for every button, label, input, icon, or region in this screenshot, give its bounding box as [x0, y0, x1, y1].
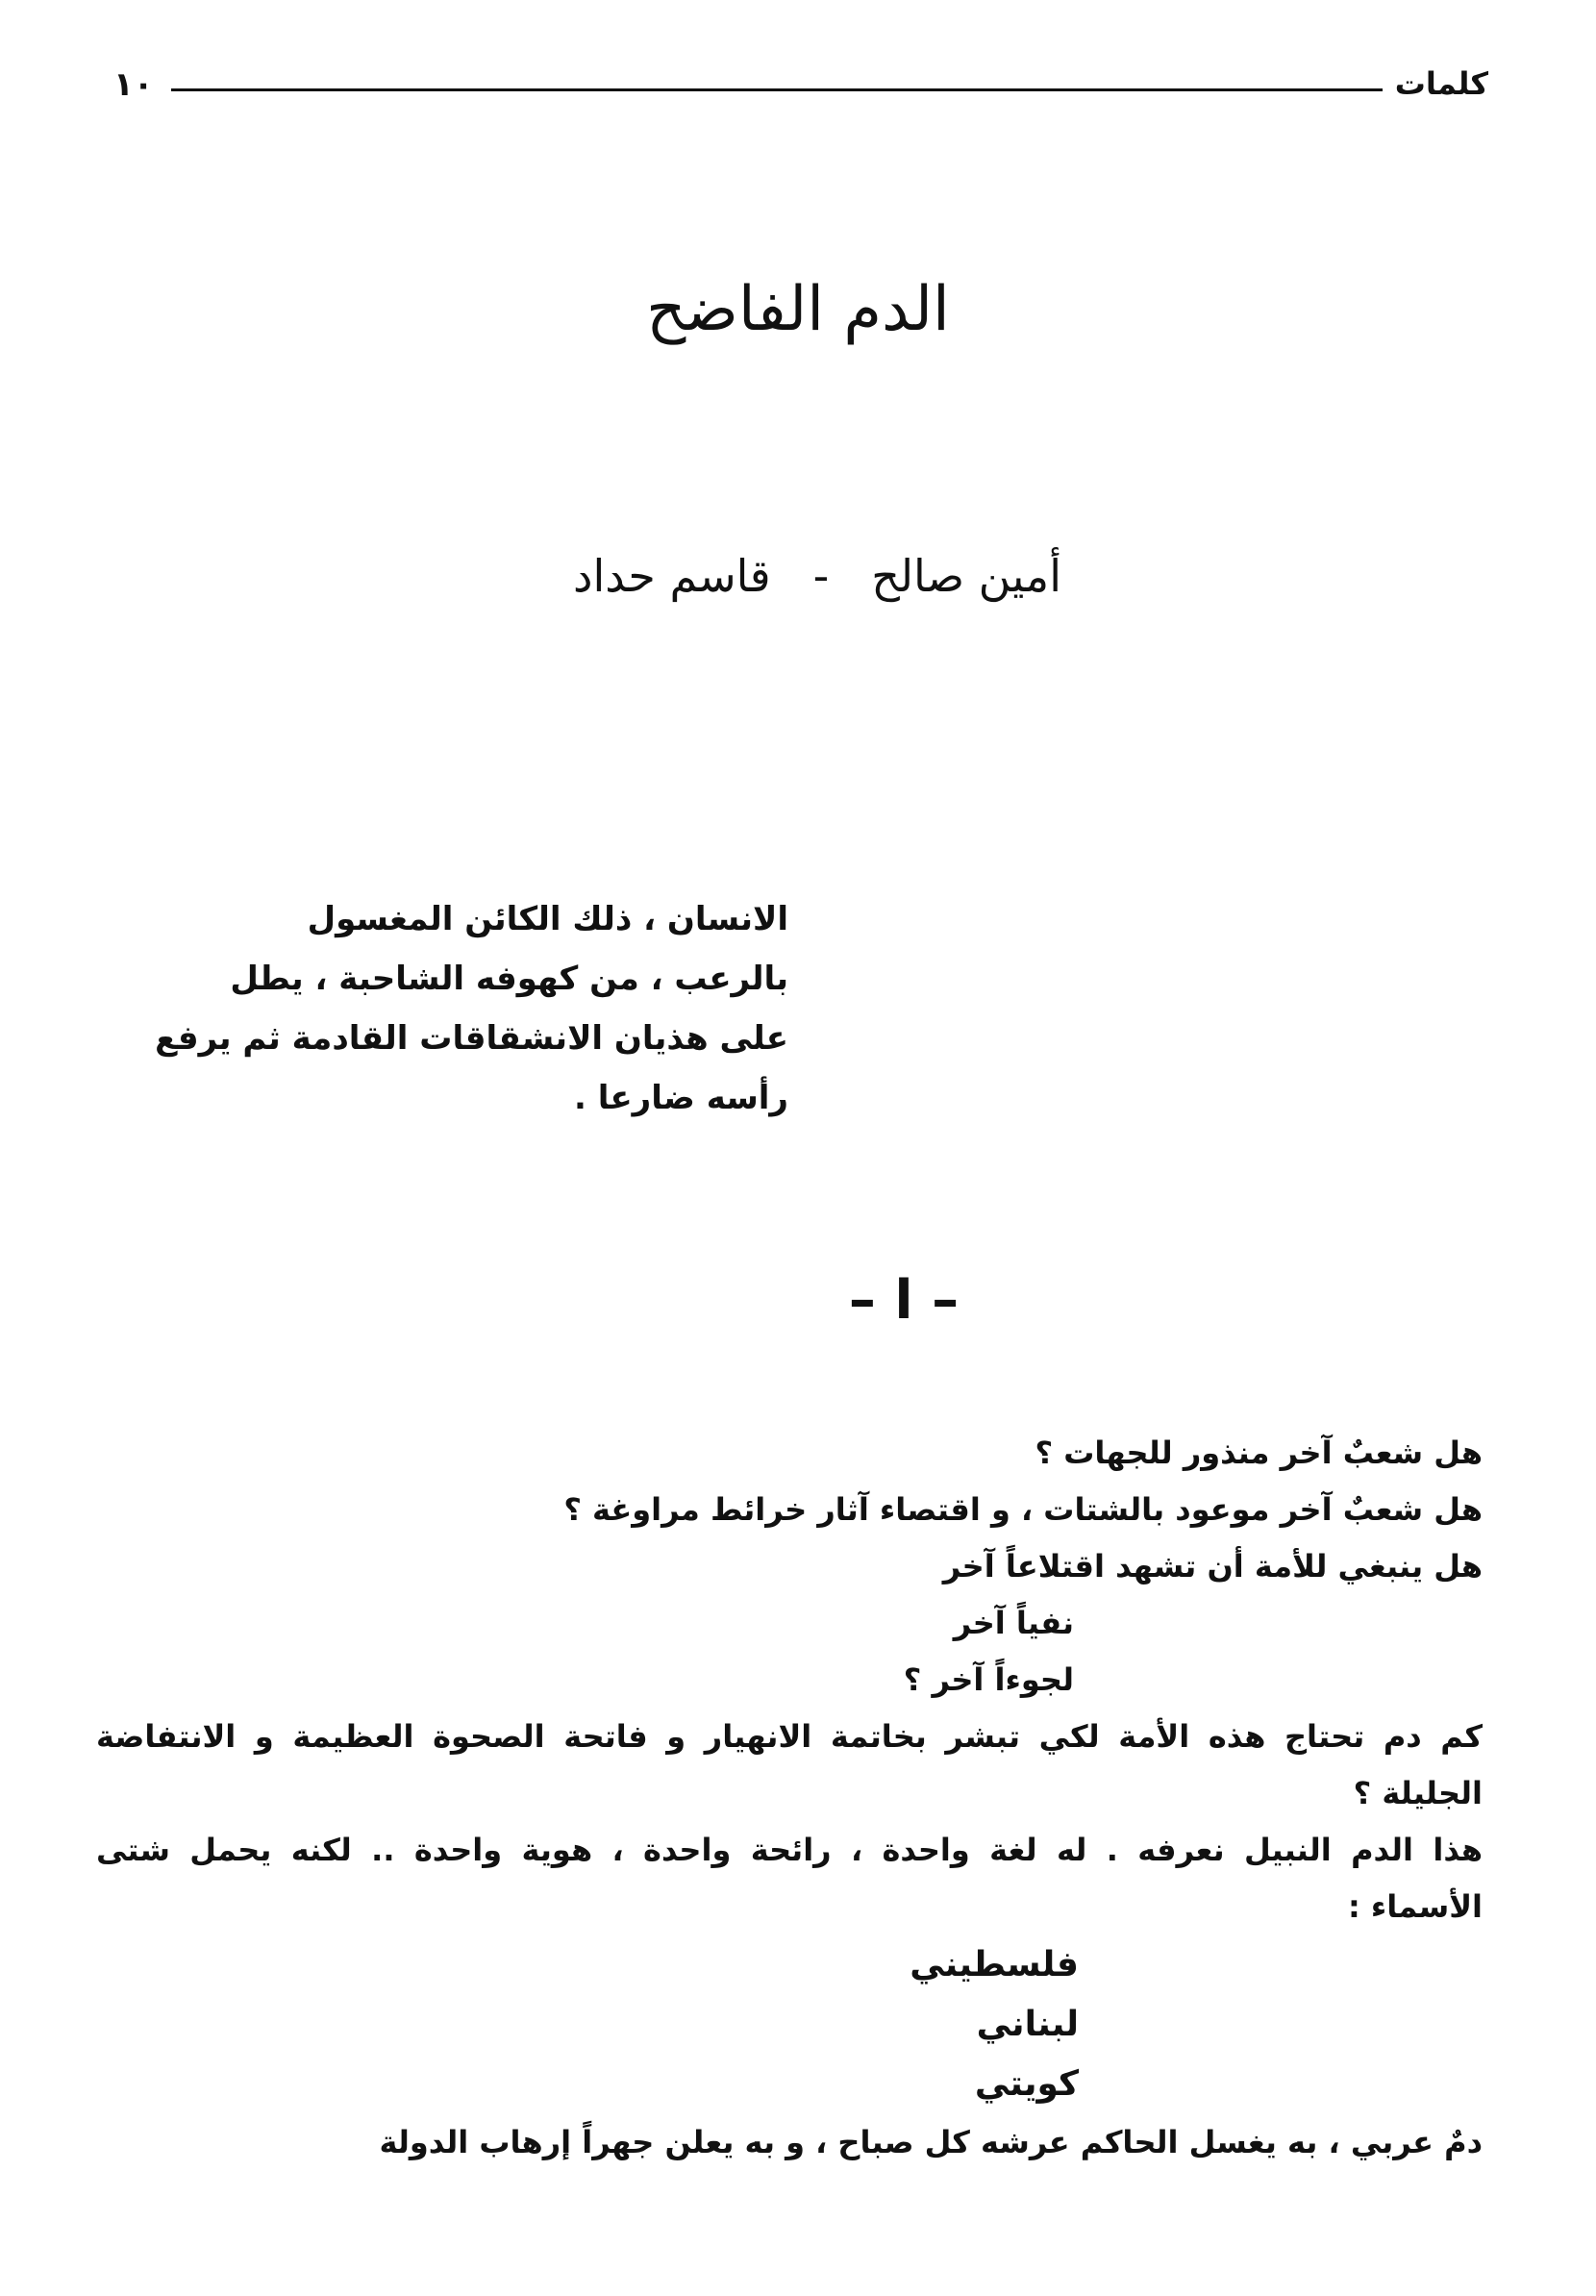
body-line: دمٌ عربي ، به يغسل الحاكم عرشه كل صباح ، و به يعلن جهراً إرهاب الدولة — [379, 2124, 1483, 2160]
author-separator: - — [812, 550, 830, 602]
body-line: هل ينبغي للأمة أن تشهد اقتلاعاً آخر — [942, 1548, 1483, 1585]
author-name-1: أمين صالح — [871, 550, 1061, 602]
epigraph-line: بالرعب ، من كهوفه الشاحبة ، يطل — [230, 960, 788, 998]
epigraph-line: رأسه ضارعا . — [573, 1079, 788, 1117]
author-line — [500, 550, 1135, 602]
running-title: كلمات — [1394, 65, 1488, 102]
section-marker: – ا – — [848, 1269, 960, 1332]
list-item: فلسطيني — [910, 1945, 1079, 1984]
epigraph-line: على هذيان الانشقاقات القادمة ثم يرفع — [155, 1019, 788, 1058]
header-rule — [171, 88, 1383, 91]
running-header — [113, 65, 1488, 113]
body-line: الأسماء : — [1347, 1888, 1483, 1925]
body-line: كم دم تحتاج هذه الأمة لكي تبشر بخاتمة الانهيار و فاتحة الصحوة العظيمة و الانتفاضة — [96, 1718, 1483, 1755]
body-line: نفياً آخر — [953, 1605, 1074, 1641]
article-title: الدم الفاضح — [646, 274, 950, 345]
list-item: كويتي — [974, 2064, 1079, 2104]
body-line: هل شعبٌ آخر منذور للجهات ؟ — [1035, 1435, 1483, 1471]
list-item: لبناني — [976, 2005, 1079, 2044]
body-text — [96, 1425, 1483, 2171]
body-line: الجليلة ؟ — [1353, 1775, 1483, 1811]
body-line: هل شعبٌ آخر موعود بالشتات ، و اقتصاء آثار خرائط مراوغة ؟ — [563, 1491, 1483, 1528]
page-number: ١٠ — [113, 65, 154, 104]
epigraph — [144, 889, 788, 1128]
body-line: هذا الدم النبيل نعرفه . له لغة واحدة ، رائحة واحدة ، هوية واحدة .. لكنه يحمل شتى — [96, 1832, 1483, 1868]
body-line: لجوءاً آخر ؟ — [903, 1661, 1074, 1698]
epigraph-line: الانسان ، ذلك الكائن المغسول — [307, 900, 788, 938]
author-name-2: قاسم حداد — [573, 550, 771, 602]
